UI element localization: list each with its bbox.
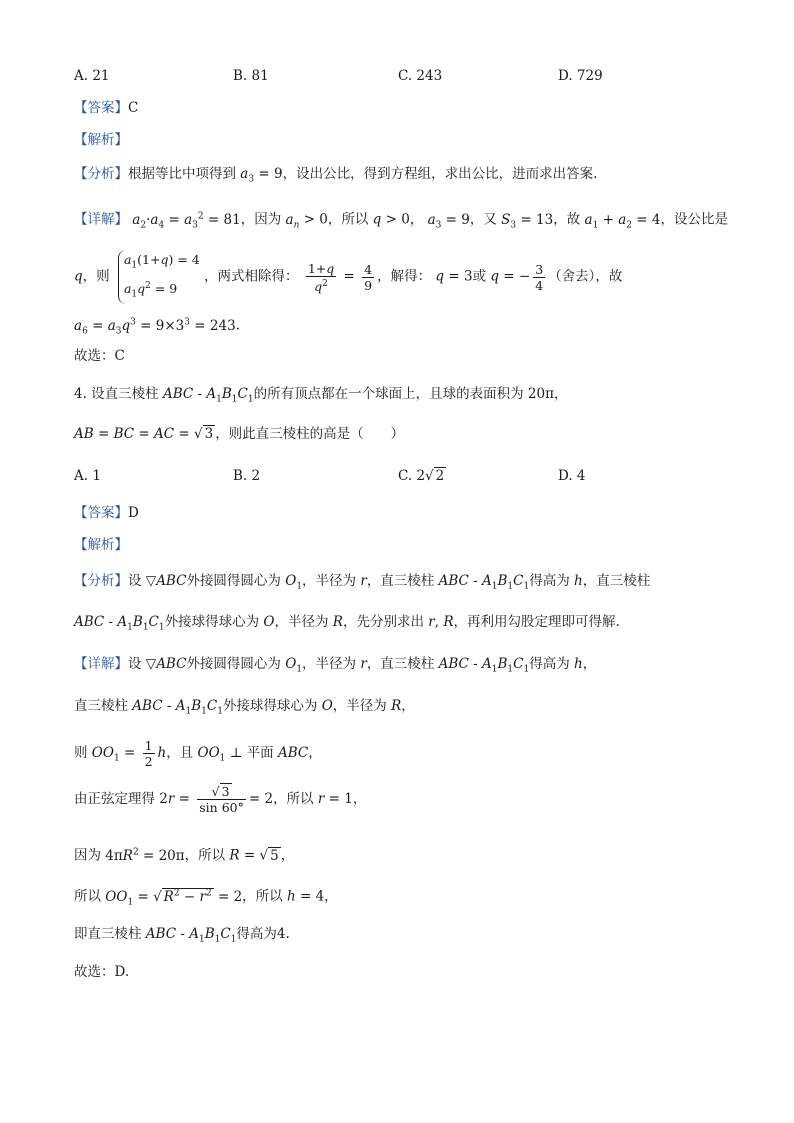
- math-expr: $a_6 = a_3q^3 = 9\times 3^3 = 243$: [74, 317, 236, 337]
- answer-tag: 【答案】: [74, 100, 128, 116]
- math-expr: r, R: [428, 614, 454, 630]
- fraction: $\frac{4}{9}$: [364, 261, 373, 293]
- q3-option-a: A. 21: [74, 68, 110, 84]
- q3-final: 故选：C: [74, 348, 125, 364]
- math-expr: $a_3 = 9$: [427, 211, 470, 231]
- q4-xiangjie-line-1: 【详解】设 ▽ABC外接圆得圆心为 $O_1$，半径为 r，直三棱柱 ABC - $A_1B_1C_1$得高为 h，: [74, 656, 597, 675]
- q3-analysis-tag: 【解析】: [74, 132, 128, 148]
- q4-stem-line-2: AB = BC = AC = √ 3 ，则此直三棱柱的高是（ ）: [74, 426, 405, 442]
- q4-xiangjie-line-7: 即直三棱柱 ABC - $A_1B_1C_1$得高为4.: [74, 926, 290, 945]
- q4-option-c: C. 2√ 2: [398, 468, 445, 484]
- q3-xiangjie-line-2: q，则 $a_1(1+q) = 4$ $a_1q^2 = 9$ ，两式相除得： $\frac{1+q}{q^2}$ = $\frac{4}{9}$ ，解得： q = 3或 q = − $\frac{3}{4}$ （舍去），故: [74, 250, 622, 304]
- math-expr: ABC - $A_1B_1C_1$: [438, 656, 530, 675]
- q3-option-c: C. 243: [398, 68, 443, 84]
- q4-xiangjie-line-4: 由正弦定理得 2r = $\frac{√ 3}{\sin 60^\circ}$ = 2，所以 r = 1，: [74, 784, 367, 815]
- q4-fenxi-line-1: 【分析】设 ▽ABC外接圆得圆心为 $O_1$，半径为 r，直三棱柱 ABC - $A_1B_1C_1$得高为 h，直三棱柱: [74, 573, 651, 592]
- math-expr: $OO_1$ ⊥: [197, 745, 247, 764]
- math-expr: ▽ABC: [145, 656, 187, 672]
- math-expr: ABC - $A_1B_1C_1$: [132, 698, 223, 717]
- math-expr: $OO_1$ = √ $R^2 - r^2 = 2$: [105, 888, 243, 908]
- fraction: $\frac{1+q}{q^2}$: [307, 260, 335, 294]
- q3-fenxi-line: 【分析】根据等比中项得到 $a_3 = 9$，设出公比，得到方程组，求出公比，进而求出答案.: [74, 166, 598, 185]
- math-expr: $a_1 + a_2 = 4$: [584, 211, 661, 231]
- q4-option-d: D. 4: [558, 468, 586, 484]
- fraction: $\frac{1}{2}$: [144, 738, 153, 769]
- q4-fenxi-line-2: ABC - $A_1B_1C_1$外接球得球心为 O，半径为 R，先分别求出 r, R，再利用勾股定理即可得解.: [74, 614, 620, 633]
- math-expr: AB = BC = AC = √ 3: [74, 426, 214, 442]
- q4-xiangjie-line-3: 则 $OO_1$ = $\frac{1}{2}$ h，且 $OO_1$ ⊥ 平面 ABC，: [74, 738, 322, 769]
- fraction: $\frac{3}{4}$: [535, 261, 544, 293]
- math-expr: 2r =: [159, 791, 195, 807]
- q4-stem-line-1: 4. 设直三棱柱 ABC - $A_1B_1C_1$的所有顶点都在一个球面上，且球的表面积为 20π，: [74, 386, 568, 405]
- math-expr: $a_2\cdot a_4 = a_3^2 = 81$: [132, 211, 241, 231]
- q4-option-a: A. 1: [74, 468, 101, 484]
- q4-answer-line: 【答案】D: [74, 505, 139, 521]
- q3-xiangjie-line-1: 【详解】 $a_2\cdot a_4 = a_3^2 = 81$，因为 $a_n > 0$，所以 q > 0， $a_3 = 9$，又 $S_3 = 13$，故 $a_1 + a_2 = 4$，设公比是: [74, 211, 728, 231]
- math-expr: $a_3 = 9$: [240, 166, 283, 185]
- math-expr: ABC - $A_1B_1C_1$: [438, 573, 530, 592]
- math-expr: $4\pi R^2 = 20\pi$: [105, 847, 185, 864]
- math-expr: ABC - $A_1B_1C_1$: [145, 926, 237, 945]
- q4-xiangjie-line-5: 因为 $4\pi R^2 = 20\pi$，所以 R = √ 5 ，: [74, 847, 295, 864]
- math-expr: ▽ABC: [145, 573, 187, 589]
- q4-final: 故选：D.: [74, 964, 130, 980]
- math-expr: q = 3: [435, 268, 473, 285]
- equation-system: $a_1(1+q) = 4$ $a_1q^2 = 9$: [118, 250, 200, 304]
- q3-option-b: B. 81: [233, 68, 269, 84]
- q3-option-d: D. 729: [558, 68, 603, 84]
- q4-xiangjie-line-6: 所以 $OO_1$ = √ $R^2 - r^2 = 2$，所以 h = 4，: [74, 888, 338, 908]
- q4-option-b: B. 2: [233, 468, 261, 484]
- math-expr: q > 0: [372, 211, 410, 228]
- math-expr: $S_3 = 13$: [501, 211, 554, 231]
- math-expr: r = 1: [317, 791, 353, 807]
- q3-answer-line: [74, 98, 138, 118]
- q4-analysis-tag: 【解析】: [74, 537, 128, 553]
- math-expr: $O_1$: [285, 573, 303, 592]
- math-expr: q = −: [490, 268, 531, 285]
- math-expr: $O_1$: [285, 656, 303, 675]
- q4-xiangjie-line-2: 直三棱柱 ABC - $A_1B_1C_1$外接球得球心为 O，半径为 R，: [74, 698, 415, 717]
- math-expr: $OO_1$ =: [91, 745, 140, 764]
- math-expr: ABC - $A_1B_1C_1$: [162, 386, 254, 405]
- fraction: $\frac{√ 3}{\sin 60^\circ}$: [199, 784, 244, 815]
- math-expr: $a_n > 0$: [285, 211, 328, 231]
- math-expr: R = √ 5: [229, 847, 279, 864]
- math-expr: h = 4: [286, 888, 325, 905]
- q3-xiangjie-line-3: $a_6 = a_3q^3 = 9\times 3^3 = 243$.: [74, 317, 240, 337]
- math-expr: ABC - $A_1B_1C_1$: [74, 614, 165, 633]
- math-expr: 20π: [527, 386, 554, 402]
- answer-value: C: [128, 100, 139, 116]
